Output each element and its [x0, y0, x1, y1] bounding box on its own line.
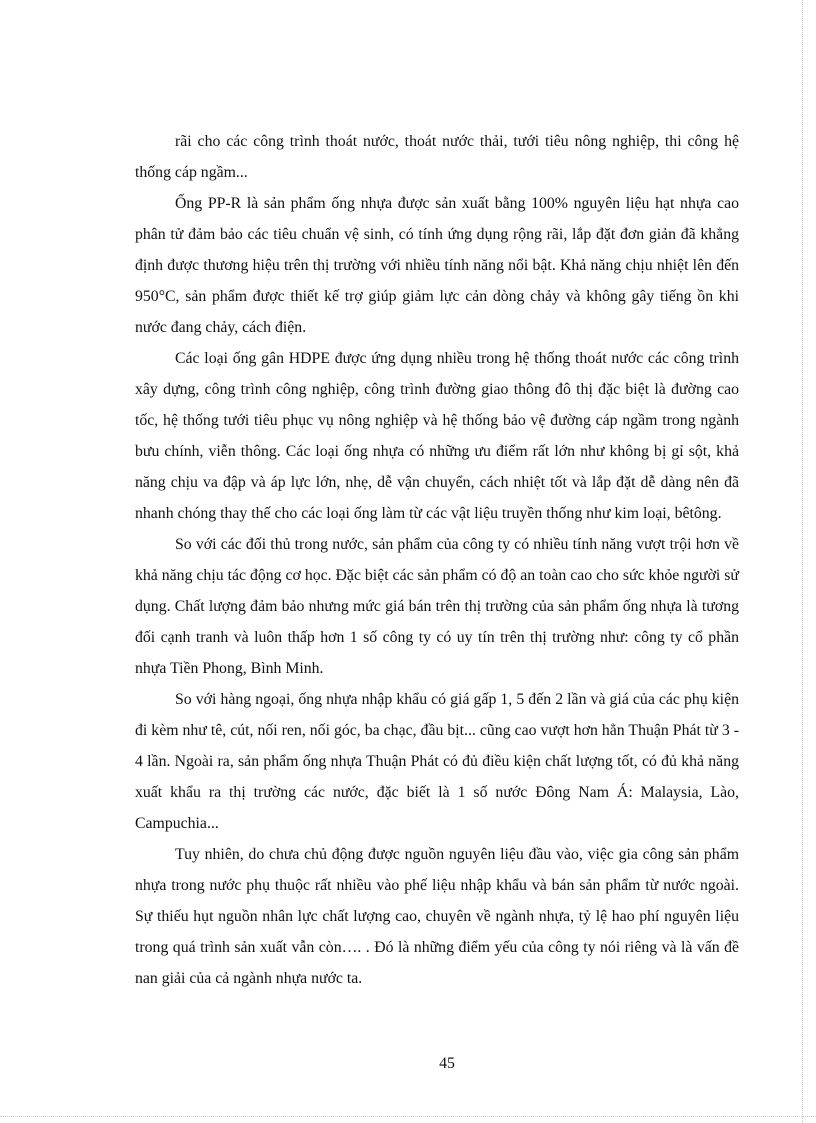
paragraph-domestic-competitors: So với các đối thủ trong nước, sản phẩm của công ty có nhiều tính năng vượt trội hơn về khả năng chịu tác động cơ học. Đặc biệt các sản phẩm có độ an toàn cao cho sức khỏe người sử dụng. Chất lượng đảm bảo nhưng mức giá bán trên thị trường của sản phẩm ống nhựa là tương đối cạnh tranh và luôn thấp hơn 1 số công ty có uy tín trên thị trường như: công ty cổ phần nhựa Tiền Phong, Bình Minh.: [135, 536, 739, 677]
page-margin-guide-right: [802, 0, 803, 1123]
paragraph-ppr-pipe: Ống PP-R là sản phẩm ống nhựa được sản xuất bằng 100% nguyên liệu hạt nhựa cao phân tử đảm bảo các tiêu chuẩn vệ sinh, có tính ứng dụng rộng rãi, lắp đặt đơn giản đã khẳng định được thương hiệu trên thị trường với nhiều tính năng nổi bật. Khả năng chịu nhiệt lên đến 950°C, sản phẩm được thiết kế trợ giúp giảm lực cản dòng chảy và không gây tiếng ồn khi nước đang chảy, cách điện.: [135, 195, 739, 336]
paragraph-imported-goods: So với hàng ngoại, ống nhựa nhập khẩu có giá gấp 1, 5 đến 2 lần và giá của các phụ kiện đi kèm như tê, cút, nối ren, nối góc, ba chạc, đầu bịt... cũng cao vượt hơn hẳn Thuận Phát từ 3 - 4 lần. Ngoài ra, sản phẩm ống nhựa Thuận Phát có đủ điều kiện chất lượng tốt, có đủ khả năng xuất khẩu ra thị trường các nước, đặc biết là 1 số nước Đông Nam Á: Malaysia, Lào, Campuchia...: [135, 691, 739, 832]
paragraph-continuation: rãi cho các công trình thoát nước, thoát nước thải, tưới tiêu nông nghiệp, thi công hệ thống cáp ngầm...: [135, 133, 739, 181]
page-number: 45: [439, 1055, 455, 1072]
body-text: [135, 126, 739, 994]
paragraph-weaknesses: Tuy nhiên, do chưa chủ động được nguồn nguyên liệu đầu vào, việc gia công sản phẩm nhựa trong nước phụ thuộc rất nhiều vào phế liệu nhập khẩu và bán sản phẩm từ nước ngoài. Sự thiếu hụt nguồn nhân lực chất lượng cao, chuyên về ngành nhựa, tỷ lệ hao phí nguyên liệu trong quá trình sản xuất vẫn còn…. . Đó là những điểm yếu của công ty nói riêng và là vấn đề nan giải của cả ngành nhựa nước ta.: [135, 846, 739, 987]
page-margin-guide-bottom: [0, 1116, 816, 1117]
paragraph-hdpe-pipe: Các loại ống gân HDPE được ứng dụng nhiều trong hệ thống thoát nước các công trình xây dựng, công trình công nghiệp, công trình đường giao thông đô thị đặc biệt là đường cao tốc, hệ thống tưới tiêu phục vụ nông nghiệp và hệ thống bảo vệ đường cáp ngầm trong ngành bưu chính, viễn thông. Các loại ống nhựa có những ưu điểm rất lớn như không bị gỉ sột, khả năng chịu va đập và áp lực lớn, nhẹ, dễ vận chuyển, cách nhiệt tốt và lắp đặt dễ dàng nên đã nhanh chóng thay thế cho các loại ống làm từ các vật liệu truyền thống như kim loại, bêtông.: [135, 350, 739, 522]
